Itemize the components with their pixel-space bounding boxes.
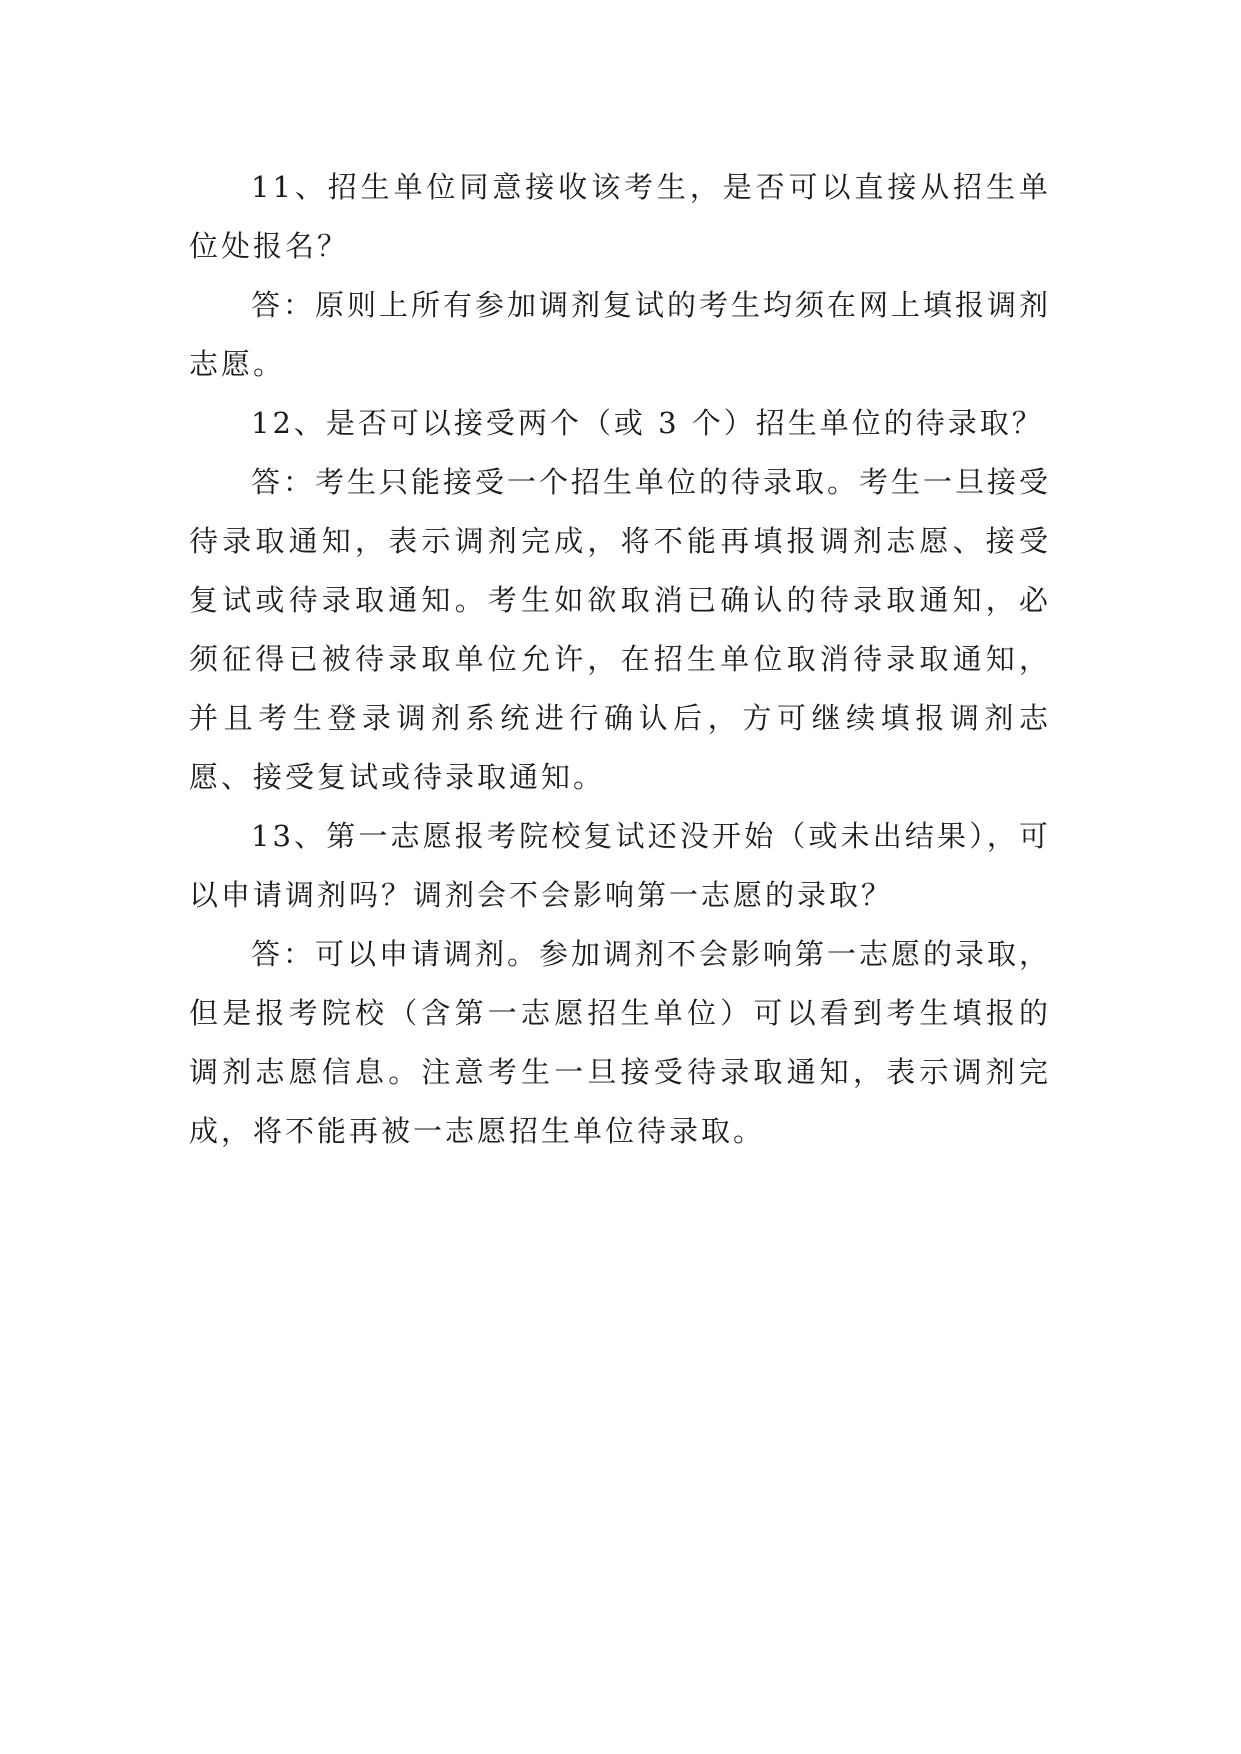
answer-12: 答：考生只能接受一个招生单位的待录取。考生一旦接受待录取通知，表示调剂完成，将不能再填报调剂志愿、接受复试或待录取通知。考生如欲取消已确认的待录取通知，必须征得已被待录取单位允许，在招生单位取消待录取通知，并且考生登录调剂系统进行确认后，方可继续填报调剂志愿、接受复试或待录取通知。: [189, 465, 1052, 794]
question-12: 12、是否可以接受两个（或 3 个）招生单位的待录取？: [251, 406, 1044, 440]
answer-11: 答：原则上所有参加调剂复试的考生均须在网上填报调剂志愿。: [189, 288, 1052, 381]
question-13: 13、第一志愿报考院校复试还没开始（或未出结果），可以申请调剂吗？调剂会不会影响第一志愿的录取？: [189, 819, 1051, 912]
question-11: 11、招生单位同意接收该考生，是否可以直接从招生单位处报名？: [189, 170, 1051, 263]
document-body: [189, 158, 1051, 1161]
answer-13: 答：可以申请调剂。参加调剂不会影响第一志愿的录取，但是报考院校（含第一志愿招生单位）可以看到考生填报的调剂志愿信息。注意考生一旦接受待录取通知，表示调剂完成，将不能再被一志愿招生单位待录取。: [189, 937, 1052, 1148]
